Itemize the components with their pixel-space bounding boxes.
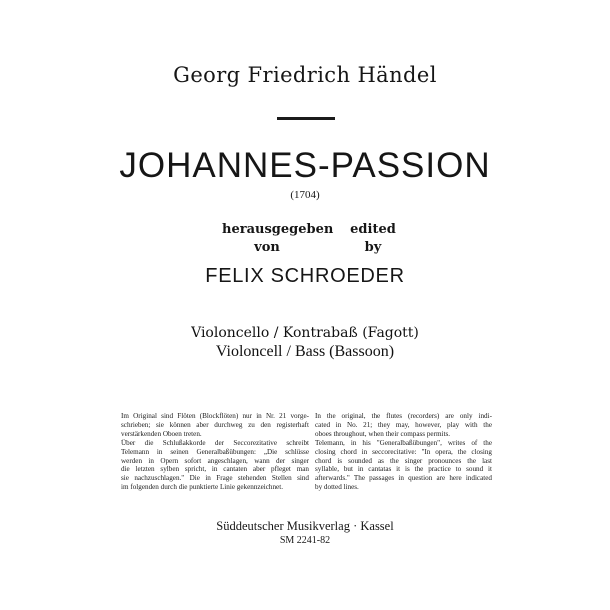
publisher-name: Süddeutscher Musikverlag · Kassel (216, 519, 394, 533)
english-note-line: cated in No. 21; they may, however, play with the (315, 420, 492, 429)
german-note-line: sie nachzuschlagen." Die in Frage stehenden Stellen sind (121, 474, 309, 483)
catalog-number: SM 2241-82 (279, 535, 331, 546)
instrument-german: Violoncello / Kontrabaß (Fagott) (191, 325, 419, 341)
english-note-line: In the original, the flutes (recorders) are only indi- (315, 412, 492, 420)
english-preface-note (315, 412, 492, 492)
german-note-line: schrieben; sie können aber durchweg zu den registerhaft (121, 420, 309, 429)
english-note-line: oboes throughout, when their compass permits. (315, 429, 451, 438)
german-note-line: im folgenden durch die punktierte Linie gekennzeichnet. (121, 483, 283, 492)
german-preface-note (121, 412, 309, 492)
edited-by-english-line: by (364, 240, 382, 255)
german-note-line: verstärkenden Oboen treten. (121, 429, 202, 438)
editor-name: FELIX SCHROEDER (205, 265, 405, 287)
edited-by-german (222, 221, 334, 257)
english-note-line: chord is sounded as the singer pronounces the last (315, 456, 492, 465)
english-note-line: closing chord in seccorecitative: "In opera, the closing (315, 447, 492, 456)
english-note-line: by dotted lines. (315, 483, 359, 492)
german-note-line: Im Original sind Flöten (Blockflöten) nur in Nr. 21 vorge- (121, 412, 309, 420)
english-note-line: afterwards." The passages in question are here indicated (315, 474, 492, 483)
edited-by-english (328, 221, 418, 257)
german-note-line: werden in Opern sofort angeschlagen, wann der singer (121, 456, 309, 465)
work-year: (1704) (290, 189, 320, 201)
edited-by-german-line: herausgegeben (222, 222, 334, 237)
edited-by-german-line: von (254, 240, 280, 255)
instrument-english: Violoncell / Bass (Bassoon) (215, 343, 395, 360)
english-note-line: syllable, but in cantatas it is the practice to sound it (315, 465, 492, 474)
work-title: JOHANNES-PASSION (119, 146, 491, 185)
german-note-line: die letzten sylben spricht, in cantaten aber pfleget man (121, 465, 309, 474)
german-note-line: Über die Schlußakkorde der Seccorezitative schreibt (121, 438, 309, 447)
edited-by-english-line: edited (350, 222, 396, 237)
english-note-line: Telemann, in his "Generalbaßübungen", writes of the (315, 438, 492, 447)
title-divider (277, 117, 335, 120)
composer-name: Georg Friedrich Händel (173, 63, 437, 87)
german-note-line: Telemann in seinen Generalbaßübungen: „Die schlüsse (121, 447, 309, 456)
